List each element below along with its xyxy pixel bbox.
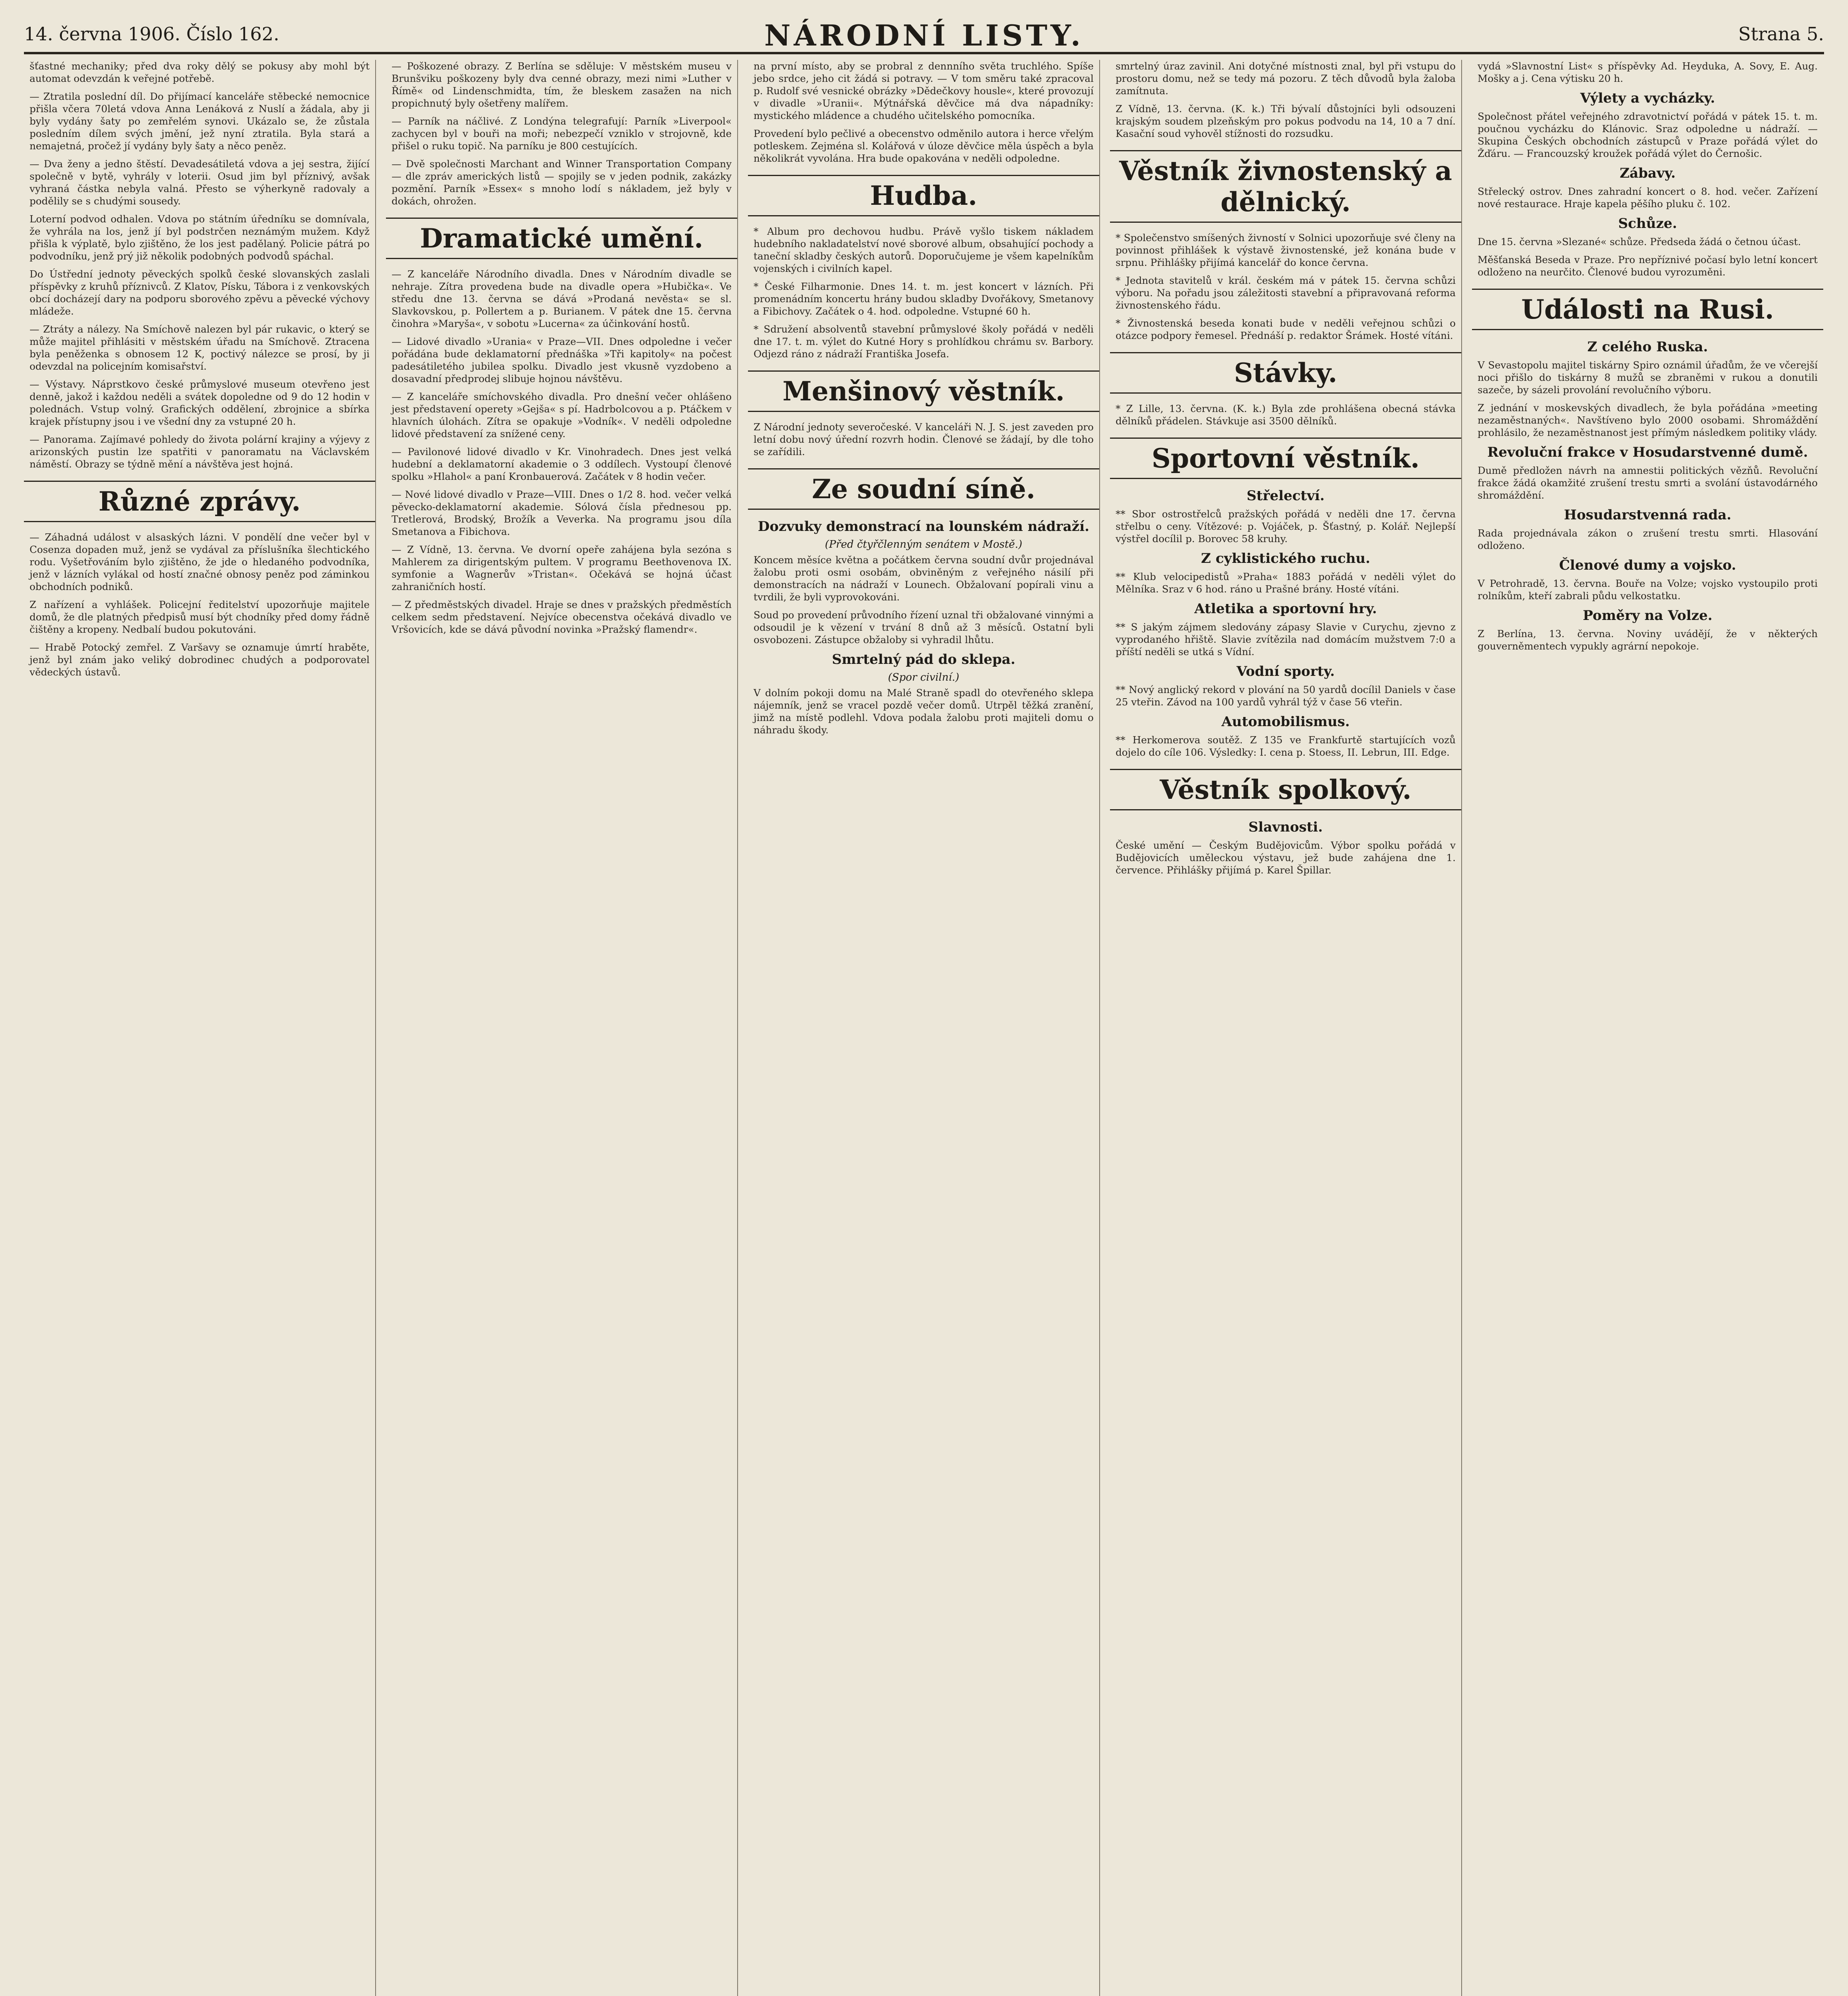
article-headline: Z celého Ruska. <box>1587 339 1708 355</box>
article-paragraph: * Živnostenská beseda konati bude v neděli veřejnou schůzi o otázce podpory řemesel. Přednáší p. redaktor Šrámek. Hosté vítáni. <box>1116 317 1456 341</box>
article-paragraph: Měšťanská Beseda v Praze. Pro nepříznivé počasí bylo letní koncert odloženo na neurčito. Členové budou vyrozuměni. <box>1478 254 1818 278</box>
article-paragraph: Loterní podvod odhalen. Vdova po státním úředníku se domnívala, že vyhrála na los, jenž jí byl podstrčen neznámým mužem. Když přišla k výplatě, bylo zjištěno, že los jest padělaný. Policie pátrá po podvodníku, jenž prý již několik podobných podvodů spáchal. <box>30 213 370 262</box>
article-paragraph: — Lidové divadlo »Urania« v Praze—VII. Dnes odpoledne i večer pořádána bude deklamatorní přednáška »Tři kapitoly« na počest padesátiletého jubilea spolku. Divadlo jest vkusně vyzdobeno a dosavadní předprodej slibuje hojnou návštěvu. <box>392 336 732 384</box>
article-paragraph: — Z Vídně, 13. června. Ve dvorní opeře zahájena byla sezóna s Mahlerem za dirigentským pultem. V programu Beethovenova IX. symfonie a Wagnerův »Tristan«. Očekává se hojná účast zahraničních hostí. <box>392 544 732 592</box>
article-paragraph: šťastné mechaniky; před dva roky dělý se pokusy aby mohl být automat odevzdán k veřejné potřebě. <box>30 60 370 84</box>
article-paragraph: ** Klub velocipedistů »Praha« 1883 pořádá v neděli výlet do Mělníka. Sraz v 6 hod. ráno u Prašné brány. Hosté vítáni. <box>1116 571 1456 595</box>
article-paragraph: — Ztráty a nálezy. Na Smíchově nalezen byl pár rukavic, o který se může majitel přihlásiti v městském úřadu na Smíchově. Ztracena byla peněženka s obnosem 12 K, poctivý nálezce se prosí, by ji odevzdal na policejním komisařství. <box>30 323 370 372</box>
article-paragraph: Rada projednávala zákon o zrušení trestu smrti. Hlasování odloženo. <box>1478 527 1818 551</box>
article-paragraph: Společnost přátel veřejného zdravotnictví pořádá v pátek 15. t. m. poučnou vycházku do Klánovic. Sraz odpoledne u nádraží. — Skupina Českých obchodních zástupců v Praze pořádá výlet do Žďáru. — Francouzský kroužek pořádá výlet do Černošic. <box>1478 111 1818 159</box>
article-paragraph: Z jednání v moskevských divadlech, že byla pořádána »meeting nezaměstnaných«. Navštíveno bylo 2000 osobami. Shromáždění prohlásilo, že nezaměstnanost jest přímým následkem politiky vlády. <box>1478 402 1818 438</box>
article-headline: Slavnosti. <box>1248 819 1323 835</box>
article-paragraph: V dolním pokoji domu na Malé Straně spadl do otevřeného sklepa nájemník, jenž se vracel pozdě večer domů. Utrpěl těžká zranění, jimž na místě podlehl. Vdova podala žalobu proti majiteli domu o náhradu škody. <box>754 687 1094 736</box>
article-headline: Hosudarstvenná rada. <box>1564 507 1731 523</box>
article-paragraph: V Petrohradě, 13. června. Bouře na Volze; vojsko vystoupilo proti rolníkům, kteří zabrali půdu velkostatku. <box>1478 578 1818 602</box>
section-header: Různé zprávy. <box>24 481 375 522</box>
article-headline: Výlety a vycházky. <box>1580 90 1715 106</box>
article-paragraph: — Poškozené obrazy. Z Berlína se sděluje: V městském museu v Brunšviku poškozeny byly dva cenné obrazy, mezi nimi »Luther v Římě« od Lindenschmidta, tím, že bleskem zasažen na nich propichnutý byly ošetřeny malířem. <box>392 60 732 109</box>
newspaper-title: NÁRODNÍ LISTY. <box>764 18 1084 52</box>
article-paragraph: — Z kanceláře smíchovského divadla. Pro dnešní večer ohlášeno jest představení operety »Gejša« s pí. Hadrbolcovou a p. Ptáčkem v hlavních úlohách. Zítra se opakuje »Vodník«. V neděli odpoledne lidové představení za snížené ceny. <box>392 391 732 440</box>
article-headline: Z cyklistického ruchu. <box>1201 550 1370 566</box>
article-headline: Vodní sporty. <box>1236 663 1335 679</box>
article-paragraph: ** S jakým zájmem sledovány zápasy Slavie v Curychu, zjevno z vyprodaného hřiště. Slavie zvítězila nad domácím mužstvem 7:0 a příští neděli se utká s Vídní. <box>1116 621 1456 657</box>
section-header: Věstník spolkový. <box>1110 769 1461 810</box>
article-paragraph: — Záhadná událost v alsaských lázni. V pondělí dne večer byl v Cosenza dopaden muž, jenž se vydával za příslušníka šlechtického rodu. Vyšetřováním bylo zjištěno, že jde o hledaného podvodníka, jenž v lázních vylákal od hostí značné obnosy peněz pod záminkou obchodních podniků. <box>30 531 370 592</box>
article-paragraph: Z Berlína, 13. června. Noviny uvádějí, že v některých gouverněmentech vypukly agrární nepokoje. <box>1478 628 1818 652</box>
article-headline: Atletika a sportovní hry. <box>1194 601 1377 617</box>
article-paragraph: — Z předměstských divadel. Hraje se dnes v pražských předměstích celkem sedm představení. Nejvíce obecenstva očekává divadlo ve Vršovicích, kde se dává původní novinka »Pražský flamendr«. <box>392 599 732 635</box>
article-headline: Automobilismus. <box>1221 714 1350 730</box>
section-header: Věstník živnostenský a dělnický. <box>1110 150 1461 223</box>
article-paragraph: ** Sbor ostrostřelců pražských pořádá v neděli dne 17. června střelbu o ceny. Vítězové: p. Vojáček, p. Šťastný, p. Kolář. Nejlepší výstřel docílil p. Borovec 58 kruhy. <box>1116 508 1456 545</box>
article-paragraph: Koncem měsíce května a počátkem června soudní dvůr projednával žalobu proti osmi osobám, obviněným z veřejného násilí při demonstracích na nádraží v Lounech. Obžalovaní popírali vinu a tvrdili, že byli vyprovokováni. <box>754 554 1094 603</box>
section-header: Události na Rusi. <box>1472 289 1823 330</box>
article-headline: Zábavy. <box>1619 165 1676 181</box>
article-paragraph: — Dva ženy a jedno štěstí. Devadesátiletá vdova a jej sestra, žijící společně v bytě, vyhrály v loterii. Osud jim byl příznivý, avšak vyhraná částka nebyla valná. Přesto se výherkyně radovaly a podělily se s chudými sousedy. <box>30 158 370 207</box>
column-4 <box>1110 60 1462 1996</box>
article-headline: Dozvuky demonstrací na lounském nádraží. <box>758 519 1090 535</box>
article-paragraph: * Album pro dechovou hudbu. Právě vyšlo tiskem nákladem hudebního nakladatelství nové sborové album, obsahující pochody a taneční skladby českých autorů. Doporučujeme je všem kapelníkům vojenských i civilních kapel. <box>754 226 1094 274</box>
section-header: Menšinový věstník. <box>748 370 1099 412</box>
article-paragraph: Z Národní jednoty severočeské. V kanceláři N. J. S. jest zaveden pro letní dobu nový úřední rozvrh hodin. Členové se žádají, by dle toho se zařídili. <box>754 421 1094 457</box>
article-paragraph: Do Ústřední jednoty pěveckých spolků české slovanských zaslali příspěvky z kruhů příznivců. Z Klatov, Písku, Tábora i z venkovských obcí docházejí dary na podporu sborového zpěvu a pěvecké výchovy mládeže. <box>30 268 370 317</box>
article-headline: Revoluční frakce v Hosudarstvenné dumě. <box>1487 444 1808 460</box>
column-5 <box>1472 60 1823 1996</box>
article-paragraph: — Výstavy. Náprstkovo české průmyslové museum otevřeno jest denně, jakož i každou neděli a svátek dopoledne od 9 do 12 hodin v polednách. Vstup volný. Grafických oddělení, zbrojnice a sbírka krajek přístupny jsou i ve všední dny za vstupné 20 h. <box>30 378 370 427</box>
article-paragraph: Provedení bylo pečlivé a obecenstvo odměnilo autora i herce vřelým potleskem. Zejména sl. Kolářová v úloze děvčice měla úspěch a byla několikrát vyvolána. Hra bude opakována v neděli odpoledne. <box>754 128 1094 164</box>
column-2 <box>386 60 738 1996</box>
article-paragraph: ** Herkomerova soutěž. Z 135 ve Frankfurtě startujících vozů dojelo do cíle 106. Výsledky: I. cena p. Stoess, II. Lebrun, III. Edge. <box>1116 734 1456 758</box>
article-paragraph: — Panorama. Zajímavé pohledy do života polární krajiny a výjevy z arizonských pustin lze spatřiti v panoramatu na Václavském náměstí. Obrazy se týdně mění a návštěva jest hojná. <box>30 434 370 470</box>
article-paragraph: České umění — Českým Budějovicům. Výbor spolku pořádá v Budějovicích uměleckou výstavu, jež bude zahájena dne 1. července. Přihlášky přijímá p. Karel Špillar. <box>1116 840 1456 876</box>
article-paragraph: * Sdružení absolventů stavební průmyslové školy pořádá v neděli dne 17. t. m. výlet do Kutné Hory s prohlídkou chrámu sv. Barbory. Odjezd ráno z nádraží Františka Josefa. <box>754 323 1094 360</box>
issue-date: 14. června 1906. Číslo 162. <box>24 23 279 45</box>
section-header: Stávky. <box>1110 352 1461 394</box>
article-paragraph: Dumě předložen návrh na amnestii politických vězňů. Revoluční frakce žádá okamžité zrušení trestu smrti a svolání ústavodárného shromáždění. <box>1478 465 1818 501</box>
article-paragraph: * Jednota stavitelů v král. českém má v pátek 15. června schůzi výboru. Na pořadu jsou záležitosti stavební a připravovaná reforma živnostenského řádu. <box>1116 275 1456 311</box>
article-paragraph: — Nové lidové divadlo v Praze—VIII. Dnes o 1/2 8. hod. večer velká pěvecko-deklamatorní akademie. Sólová čísla přednesou pp. Tretlerová, Brodský, Brožík a Veverka. Na programu jsou díla Smetanova a Fibichova. <box>392 489 732 537</box>
article-paragraph: — Hrabě Potocký zemřel. Z Varšavy se oznamuje úmrtí hraběte, jenž byl znám jako veliký dobrodinec chudých a podporovatel vědeckých ústavů. <box>30 642 370 678</box>
article-paragraph: vydá »Slavnostní List« s příspěvky Ad. Heyduka, A. Sovy, E. Aug. Mošky a j. Cena výtisku 20 h. <box>1478 60 1818 84</box>
article-paragraph: — Ztratila poslední díl. Do přijímací kanceláře stěbecké nemocnice přišla včera 70letá vdova Anna Lenáková z Nuslí a žádala, aby ji byly vydány šaty po zemřelém synovi. Ukázalo se, že zůstala posledním dílem svých jmění, jež nyní ztratila. Byla stará a nemajetná, pročež jí vydány byly šaty a něco peněz. <box>30 91 370 152</box>
section-header: Dramatické umění. <box>386 218 737 259</box>
article-paragraph: — Dvě společnosti Marchant and Winner Transportation Company — dle zpráv amerických listů — spojily se v jeden podnik, zakázky pozmění. Parník »Essex« s mnoho lodí s nákladem, jež byly v dokách, ohrožen. <box>392 158 732 207</box>
article-subheadline: (Spor civilní.) <box>888 671 960 683</box>
article-paragraph: Soud po provedení průvodního řízení uznal tři obžalované vinnými a odsoudil je k vězení v trvání 8 dnů až 3 měsíců. Ostatní byli osvobozeni. Zástupce obžaloby si vyhradil lhůtu. <box>754 609 1094 646</box>
masthead <box>24 16 1824 54</box>
section-header: Hudba. <box>748 175 1099 216</box>
article-headline: Členové dumy a vojsko. <box>1559 557 1736 573</box>
article-paragraph: smrtelný úraz zavinil. Ani dotyčné místnosti znal, byl při vstupu do prostoru domu, než se tedy má pozoru. Z těch důvodů byla žaloba zamítnuta. <box>1116 60 1456 97</box>
article-headline: Poměry na Volze. <box>1583 608 1713 624</box>
article-paragraph: * České Filharmonie. Dnes 14. t. m. jest koncert v lázních. Při promenádním koncertu hrány budou skladby Dvořákovy, Smetanovy a Fibichovy. Začátek o 4. hod. odpoledne. Vstupné 60 h. <box>754 281 1094 317</box>
article-subheadline: (Před čtyřčlenným senátem v Mostě.) <box>825 539 1023 550</box>
article-paragraph: na první místo, aby se probral z dennního světa truchlého. Spíše jebo srdce, jeho cit žádá si potravy. — V tom směru také zpracoval p. Rudolf své vesnické obrázky »Dědečkovy housle«, které provozují v divadle »Uranii«. Mýtnářská děvčice má dva nápadníky: mystického mládence a chudého učitelského pomocníka. <box>754 60 1094 121</box>
article-headline: Střelectví. <box>1247 488 1325 504</box>
article-paragraph: * Společenstvo smíšených živností v Solnici upozorňuje své členy na povinnost přihlášek k výstavě živnostenské, jež konána bude v srpnu. Přihlášky přijímá kancelář do konce června. <box>1116 232 1456 268</box>
article-headline: Schůze. <box>1618 216 1677 232</box>
article-paragraph: Z nařízení a vyhlášek. Policejní ředitelství upozorňuje majitele domů, že dle platných předpisů musí být chodníky před domy řádně čištěny a kropeny. Nedbalí budou pokutováni. <box>30 599 370 635</box>
article-paragraph: — Parník na náčlivé. Z Londýna telegrafují: Parník »Liverpool« zachycen byl v bouři na moři; nebezpečí vzniklo v strojovně, kde přišel o ruku topič. Na parníku je 800 cestujících. <box>392 115 732 152</box>
article-paragraph: * Z Lille, 13. června. (K. k.) Byla zde prohlášena obecná stávka dělníků přádelen. Stávkuje asi 3500 dělníků. <box>1116 403 1456 427</box>
section-header: Ze soudní síně. <box>748 468 1099 510</box>
article-paragraph: Střelecký ostrov. Dnes zahradní koncert o 8. hod. večer. Zařízení nové restaurace. Hraje kapela pěšího pluku č. 102. <box>1478 186 1818 210</box>
article-paragraph: Dne 15. června »Slezané« schůze. Předseda žádá o četnou účast. <box>1478 236 1801 248</box>
article-paragraph: — Z kanceláře Národního divadla. Dnes v Národním divadle se nehraje. Zítra provedena bude na divadle opera »Hubička«. Ve středu dne 13. června se dává »Prodaná nevěsta« se sl. Slavkovskou, p. Pollertem a p. Burianem. V pátek dne 15. června činohra »Maryša«, v sobotu »Lucerna« za účinkování hostů. <box>392 268 732 329</box>
article-paragraph: V Sevastopolu majitel tiskárny Spiro oznámil úřadům, že ve včerejší noci přišlo do tiskárny 8 mužů se zbraněmi v rukou a donutili sazeče, by sázeli provolání revolučního výboru. <box>1478 359 1818 396</box>
article-paragraph: — Pavilonové lidové divadlo v Kr. Vinohradech. Dnes jest velká hudební a deklamatorní akademie o 3 oddílech. Vystoupí členové spolku »Hlahol« a paní Kronbauerová. Začátek v 8 hodin večer. <box>392 446 732 482</box>
article-paragraph: Z Vídně, 13. června. (K. k.) Tři bývalí důstojníci byli odsouzeni krajským soudem plzeňským pro pokus podvodu na 14, 10 a 7 dní. Kasační soud vyhověl stížnosti do rozsudku. <box>1116 103 1456 139</box>
article-headline: Smrtelný pád do sklepa. <box>832 651 1015 667</box>
page-number: Strana 5. <box>1738 23 1824 45</box>
column-3 <box>748 60 1100 1996</box>
section-header: Sportovní věstník. <box>1110 438 1461 479</box>
columns <box>24 60 1824 1996</box>
article-paragraph: ** Nový anglický rekord v plování na 50 yardů docílil Daniels v čase 25 vteřin. Závod na 100 yardů vyhrál týž v čase 56 vteřin. <box>1116 684 1456 708</box>
column-1 <box>24 60 376 1996</box>
